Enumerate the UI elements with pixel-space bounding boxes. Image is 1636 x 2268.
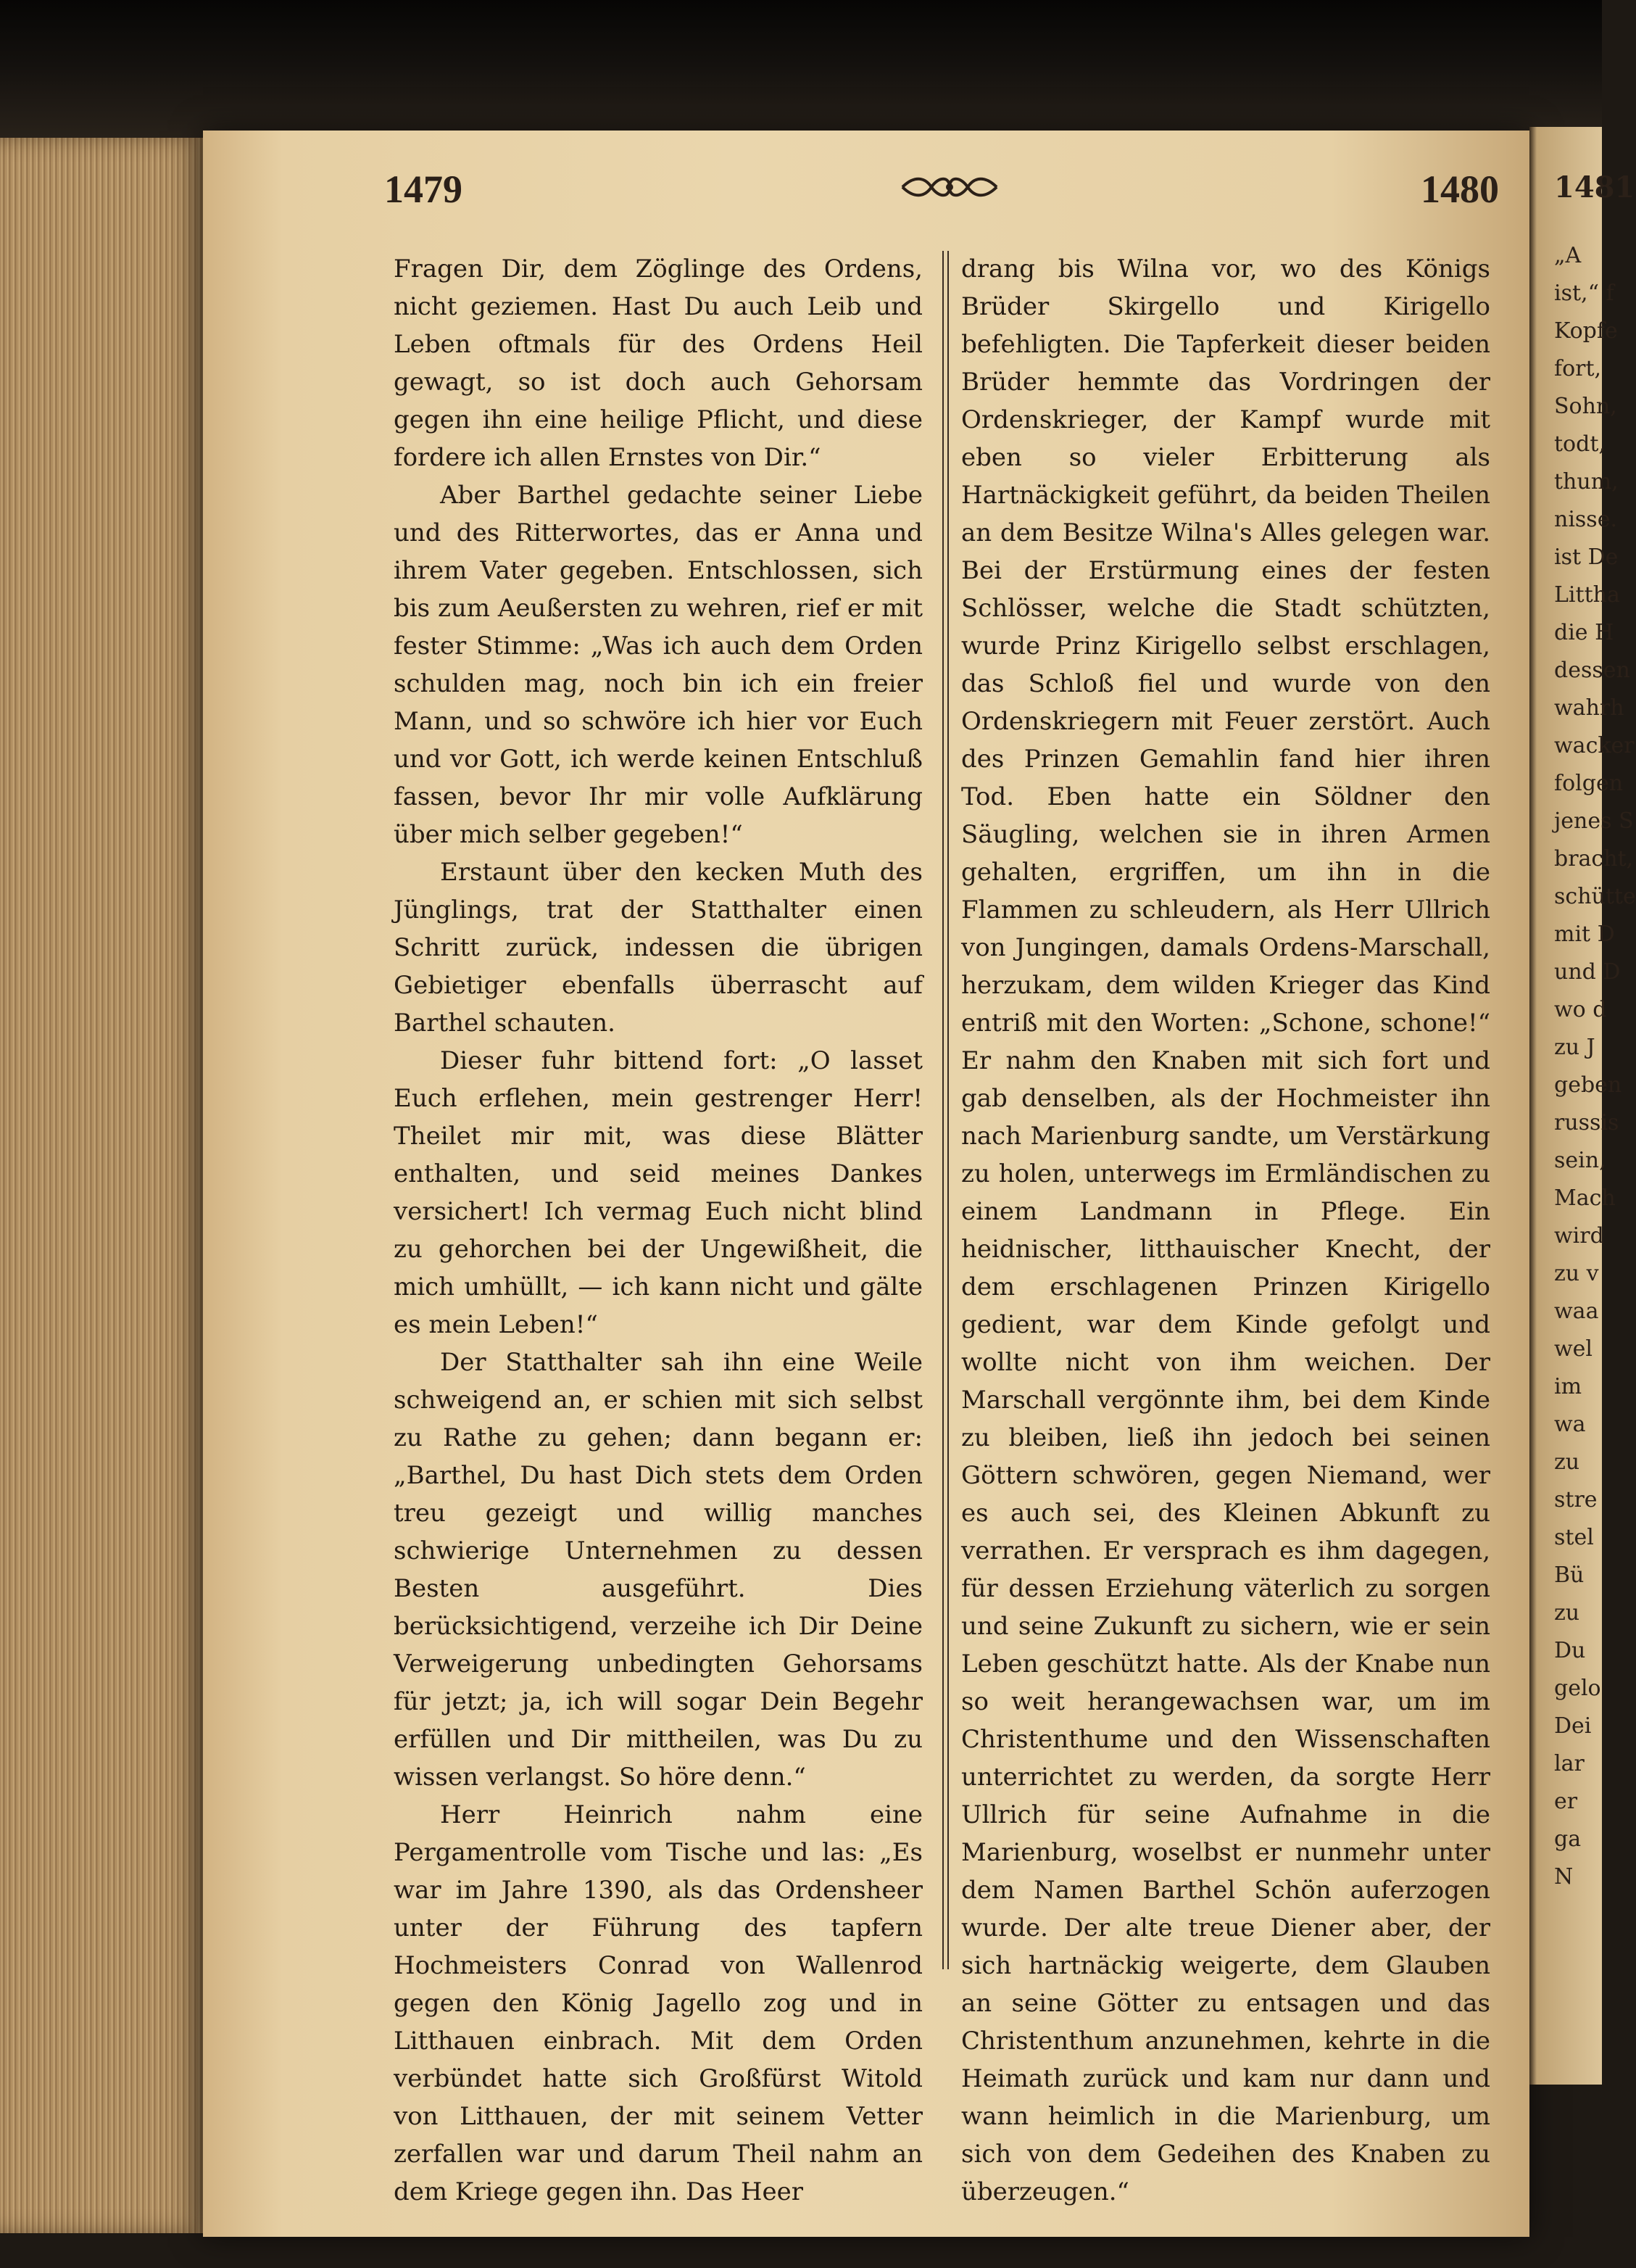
paragraph: Erstaunt über den kecken Muth des Jünglings, trat der Statthalter einen Schritt zurück, indessen die übrigen Gebietiger ebenfalls überrascht auf Barthel schauten. [394,858,923,1038]
next-page-fragment: jenes S [1554,808,1634,834]
left-column [394,250,923,2211]
next-page-fragment: lar [1554,1751,1585,1776]
next-page-fragment: wel [1554,1336,1593,1362]
next-page-fragment: wa [1554,1412,1586,1437]
next-page-fragment: schütte [1554,884,1636,909]
next-page-fragment: wo d [1554,997,1607,1022]
paragraph: Herr Heinrich nahm eine Pergamentrolle vom Tische und las: „Es war im Jahre 1390, als das Ordensheer unter der Führung des tapfern Hochmeisters Conrad von Wallenrod gegen den König Jagello zog und in Litthauen einbrach. Mit dem Orden verbündet hatte sich Großfürst Witold von Litthauen, der mit seinem Vetter zerfallen war und darum Theil nahm an dem Kriege gegen ihn. Das Heer [394,1800,923,2206]
next-page-fragment: wacker [1554,733,1635,758]
page-number-left: 1479 [384,167,462,211]
next-page-edge [1529,127,1636,2085]
next-page-fragment: zu [1554,1449,1580,1475]
paragraph: drang bis Wilna vor, wo des Königs Brüder Skirgello und Kirigello befehligten. Die Tapferkeit dieser beiden Brüder hemmte das Vordringen der Ordenskrieger, der Kampf wurde mit eben so vieler Erbitterung als Hartnäckigkeit geführt, da beiden Theilen an dem Besitze Wilna's Alles gelegen war. Bei der Erstürmung eines der festen Schlösser, welche die Stadt schützten, wurde Prinz Kirigello selbst erschlagen, das Schloß fiel und wurde von den Ordenskriegern mit Feuer zerstört. Auch des Prinzen Gemahlin fand hier ihren Tod. Eben hatte ein Söldner den Säugling, welchen sie in ihren Armen gehalten, ergriffen, um ihn in die Flammen zu schleudern, als Herr Ullrich von Jungingen, damals Ordens-Marschall, herzukam, dem wilden Krieger das Kind entriß mit den Worten: „Schone, schone!“ Er nahm den Knaben mit sich fort und gab denselben, als der Hochmeister ihn nach Marienburg sandte, um Verstärkung zu holen, unterwegs im Ermländischen zu einem Landmann in Pflege. Ein heidnischer, litthauischer Knecht, der dem erschlagenen Prinzen Kirigello gedient, war dem Kinde gefolgt und wollte nicht von ihm weichen. Der Marschall vergönnte ihm, bei dem Kinde zu bleiben, ließ ihn jedoch bei seinen Göttern schwören, gegen Niemand, wer es auch sei, des Kleinen Abkunft zu verrathen. Er versprach es ihm dagegen, für dessen Erziehung väterlich zu sorgen und seine Zukunft zu sichern, wie er sein Leben geschützt hatte. Als der Knabe nun so weit herangewachsen war, um im Christenthume und den Wissenschaften unterrichtet zu werden, da sorgte Herr Ullrich für seine Aufnahme in die Marienburg, woselbst er nunmehr unter dem Namen Barthel Schön auferzogen wurde. Der alte treue Diener aber, der sich hartnäckig weigerte, dem Glauben an seine Götter zu entsagen und das Christenthum anzunehmen, kehrte in die Heimath zurück und kam nur dann und wann heimlich in die Marienburg, um sich von dem Gedeihen des Knaben zu überzeugen.“ [961,254,1490,2206]
next-page-fragment: Kopfe [1554,318,1618,344]
paragraph: Fragen Dir, dem Zöglinge des Ordens, nicht geziemen. Hast Du auch Leib und Leben oftmals für des Ordens Heil gewagt, so ist doch auch Gehorsam gegen ihn eine heilige Pflicht, und diese fordere ich allen Ernstes von Dir.“ [394,254,923,472]
next-page-fragment: ist,“ f [1554,281,1614,306]
next-page-fragment: sein, [1554,1148,1606,1173]
next-page-fragment: fort, [1554,356,1602,381]
top-shadow [0,0,1602,145]
next-page-fragment: Littha [1554,582,1620,608]
next-page-fragment: im [1554,1374,1582,1399]
next-page-fragment: zu J [1554,1035,1595,1060]
next-page-fragment: todt, [1554,431,1606,457]
page-number-right: 1480 [1421,167,1499,211]
next-page-fragment: nisse. [1554,507,1617,532]
next-page-fragment: ist De [1554,545,1619,570]
ornament-icon [899,173,1000,202]
next-page-fragment: bracht, [1554,846,1634,872]
paragraph: Der Statthalter sah ihn eine Weile schweigend an, er schien mit sich selbst zu Rathe zu gehen; dann begann er: „Barthel, Du hast Dich stets dem Orden treu gezeigt und willig manches schwierige Unternehmen zu dessen Besten ausgeführt. Dies berücksichtigend, verzeihe ich Dir Deine Verweigerung unbedingten Gehorsams für jetzt; ja, ich will sogar Dein Begehr erfüllen und Dir mittheilen, was Du zu wissen verlangst. So höre denn.“ [394,1348,923,1792]
next-page-fragment: „A [1554,243,1582,268]
next-page-fragment: wird [1554,1223,1604,1249]
next-page-fragment: waa [1554,1299,1599,1324]
book-page-spread [203,131,1529,2237]
next-page-fragment: er [1554,1789,1578,1814]
next-page-fragment: gelo [1554,1676,1601,1701]
next-page-fragment: thum, [1554,469,1619,494]
next-page-fragment: und D [1554,959,1621,985]
next-page-fragment: mit D [1554,922,1615,947]
page-number-next: 1481 [1554,170,1635,204]
next-page-fragment: Mach [1554,1185,1616,1211]
next-page-fragment: Du [1554,1638,1586,1663]
next-page-fragment: stel [1554,1525,1594,1550]
next-page-fragment: die H [1554,620,1614,645]
next-page-fragment: folgen [1554,771,1624,796]
next-page-fragment: N [1554,1864,1574,1890]
next-page-fragment: wahrh [1554,695,1624,721]
paragraph: Dieser fuhr bittend fort: „O lasset Euch erflehen, mein gestrenger Herr! Theilet mir mit, was diese Blätter enthalten, und seid meines Dankes versichert! Ich vermag Euch nicht blind zu gehorchen bei der Ungewißheit, die mich umhüllt, — ich kann nicht und gälte es mein Leben!“ [394,1046,923,1339]
next-page-fragment: zu [1554,1600,1580,1626]
next-page-fragment: Bü [1554,1563,1585,1588]
next-page-fragment: geben [1554,1072,1622,1098]
next-page-fragment: Dei [1554,1713,1592,1739]
book-page-edges [0,138,210,2233]
next-page-fragment: dessen [1554,658,1630,683]
column-divider [942,251,949,1969]
next-page-fragment: Sohn, [1554,394,1617,419]
right-column [961,250,1490,2211]
next-page-fragment: ga [1554,1826,1582,1852]
next-page-fragment: zu v [1554,1261,1599,1286]
next-page-fragment: stre [1554,1487,1598,1512]
paragraph: Aber Barthel gedachte seiner Liebe und des Ritterwortes, das er Anna und ihrem Vater gegeben. Entschlossen, sich bis zum Aeußersten zu wehren, rief er mit fester Stimme: „Was ich auch dem Orden schulden mag, noch bin ich ein freier Mann, und so schwöre ich hier vor Euch und vor Gott, ich werde keinen Entschluß fassen, bevor Ihr mir volle Aufklärung über mich selber gegeben!“ [394,481,923,849]
next-page-fragment: russis [1554,1110,1619,1135]
